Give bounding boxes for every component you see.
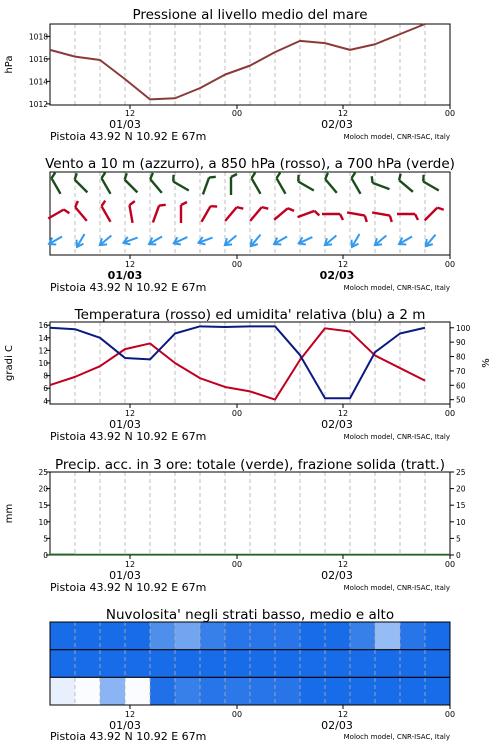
cloud-cell-basso [425, 677, 451, 705]
wind-arrow-700hPa [203, 175, 216, 197]
temp_rh-y-tick-label-right: 60 [456, 381, 466, 391]
temp_rh-y-tick-label-right: 50 [456, 395, 466, 405]
wind-barb-shaft [102, 178, 111, 194]
pressure-x-tick-label: 00 [231, 109, 243, 118]
wind-arrow-10m [349, 232, 363, 249]
cloud-cell-basso [375, 677, 401, 705]
wind-barb-shaft [252, 178, 261, 194]
precip-y-tick-label-right: 15 [456, 501, 466, 511]
wind-barb-flag [275, 173, 282, 179]
wind-barb-shaft [75, 180, 88, 193]
cloud-cell-alto [150, 622, 176, 650]
temp_rh-x-tick-label: 00 [231, 409, 243, 418]
wind-barb-shaft [52, 178, 61, 194]
cloud-cell-alto [425, 622, 451, 650]
wind-barb-flag [64, 208, 70, 215]
wind-barb-flag [237, 205, 244, 211]
wind-barb-flag [209, 175, 216, 180]
wind-arrow-850hPa [425, 206, 444, 225]
wind-barb-shaft [48, 210, 64, 219]
cloud-cell-basso [175, 677, 201, 705]
wind-barb-flag [159, 203, 166, 208]
cloud-cell-medio [350, 650, 376, 678]
pressure-y-tick-label-left: 1016 [28, 54, 48, 64]
temp_rh-date-label: 01/03 [109, 418, 141, 431]
pressure-credit-label: Moloch model, CNR-ISAC, Italy [343, 133, 450, 141]
temp_rh-y-tick-label-left: 10 [38, 359, 48, 368]
wind-barb-flag [397, 174, 403, 181]
wind-barb-flag [100, 201, 107, 207]
pressure-line [50, 24, 425, 99]
wind-arrow-850hPa [298, 210, 320, 223]
wind-barb-flag [364, 216, 368, 222]
wind-arrow-700hPa [50, 173, 66, 194]
wind-arrow-700hPa [231, 174, 237, 195]
wind-arrow-850hPa [100, 201, 116, 222]
wind-arrow-700hPa [323, 173, 341, 193]
cloud-cell-medio [50, 650, 76, 678]
wind-barb-flag [123, 173, 129, 179]
temp_rh-y-tick-label-left: 12 [38, 346, 48, 356]
precip-y-tick-label-left: 15 [38, 501, 48, 511]
cloud-cell-alto [50, 622, 76, 650]
wind-barb-flag [100, 173, 107, 179]
clouds-title: Nuvolosita' negli strati basso, medio e alto [105, 607, 395, 623]
pressure-location-label: Pistoia 43.92 N 10.92 E 67m [50, 130, 207, 143]
temp_rh-y-tick-label-right: 100 [456, 323, 471, 333]
cloud-cell-alto [325, 622, 351, 650]
wind-barb-shaft [423, 182, 439, 191]
cloud-cell-alto [125, 622, 151, 650]
wind-barb-shaft [425, 208, 438, 221]
wind-barb-shaft [173, 182, 189, 191]
wind-location-label: Pistoia 43.92 N 10.92 E 67m [50, 281, 207, 294]
cloud-cell-alto [300, 622, 326, 650]
cloud-cell-alto [350, 622, 376, 650]
precip-y-tick-label-right: 0 [456, 551, 461, 560]
wind-barb-shaft [277, 178, 286, 194]
wind-barb-shaft [129, 205, 132, 223]
clouds-x-tick-label: 00 [444, 710, 456, 719]
wind-arrow-700hPa [250, 173, 266, 194]
wind-barb-flag [73, 201, 80, 207]
wind-title: Vento a 10 m (azzurro), a 850 hPa (rosso), a 700 hPa (verde) [45, 156, 455, 172]
wind-barb-flag [73, 173, 79, 179]
cloud-cell-medio [100, 650, 126, 678]
precip-date-label: 01/03 [109, 569, 141, 582]
cloud-cell-medio [250, 650, 276, 678]
clouds-location-label: Pistoia 43.92 N 10.92 E 67m [50, 730, 207, 743]
wind-barb-flag [148, 173, 155, 179]
temp_rh-location-label: Pistoia 43.92 N 10.92 E 67m [50, 430, 207, 443]
wind-barb-flag [211, 204, 218, 210]
pressure-y-tick-label-left: 1014 [28, 77, 48, 87]
wind-arrow-700hPa [350, 173, 366, 194]
wind-barb-shaft [125, 180, 138, 193]
wind-barb-flag [350, 173, 357, 179]
pressure-date-label: 02/03 [321, 118, 353, 131]
temp_rh-y-tick-label-left: 14 [38, 333, 48, 343]
temp_rh-title: Temperatura (rosso) ed umidita' relativa (blu) a 2 m [74, 307, 426, 323]
wind-barb-shaft [202, 206, 211, 222]
temp_rh-credit-label: Moloch model, CNR-ISAC, Italy [343, 433, 450, 441]
wind-x-tick-label: 12 [124, 260, 136, 269]
wind-date-label: 01/03 [107, 269, 143, 282]
cloud-cell-alto [275, 622, 301, 650]
wind-barb-shaft [274, 208, 288, 220]
wind-barb-shaft [298, 182, 314, 191]
wind-barb-shaft [399, 180, 413, 192]
wind-arrow-850hPa [48, 208, 69, 224]
wind-arrow-700hPa [171, 175, 192, 191]
wind-arrow-700hPa [296, 175, 317, 191]
temp_rh-date-label: 02/03 [321, 418, 353, 431]
wind-barb-shaft [153, 206, 159, 223]
temp_rh-y-tick-label-left: 4 [43, 396, 48, 406]
precip-y-tick-label-left: 0 [43, 551, 48, 560]
cloud-cell-alto [400, 622, 426, 650]
cloud-cell-medio [175, 650, 201, 678]
wind-arrow-10m [423, 232, 439, 249]
wind-arrow-10m [97, 232, 114, 248]
temp_rh-y-tick-label-left: 6 [43, 384, 48, 394]
clouds-date-label: 01/03 [109, 719, 141, 732]
pressure-x-tick-label: 00 [444, 109, 456, 118]
precip-y-tick-label-left: 10 [38, 517, 48, 527]
cloud-cell-basso [325, 677, 351, 705]
wind-arrow-850hPa [181, 202, 187, 223]
wind-date-label: 02/03 [319, 269, 355, 282]
cloud-cell-medio [200, 650, 226, 678]
precip-credit-label: Moloch model, CNR-ISAC, Italy [343, 584, 450, 592]
wind-arrow-10m [322, 232, 339, 248]
clouds-date-label: 02/03 [321, 719, 353, 732]
wind-arrow-10m [222, 232, 239, 248]
clouds-credit-label: Moloch model, CNR-ISAC, Italy [343, 733, 450, 741]
pressure-y-tick-label-left: 1012 [28, 99, 48, 109]
wind-barb-flag [181, 202, 187, 205]
wind-barb-flag [231, 174, 237, 177]
precip-y-tick-label-left: 20 [38, 484, 48, 494]
precip-x-tick-label: 00 [231, 560, 243, 569]
wind-barb-shaft [203, 178, 209, 195]
cloud-cell-basso [400, 677, 426, 705]
pressure-y-tick-label-left: 1018 [28, 32, 48, 42]
temp_rh-x-tick-label: 00 [444, 409, 456, 418]
wind-arrow-850hPa [346, 212, 368, 222]
pressure-y-axis-label-left: hPa [4, 55, 15, 74]
precip-x-tick-label: 12 [337, 560, 349, 569]
precip-x-tick-label: 12 [124, 560, 136, 569]
wind-barb-flag [129, 201, 135, 205]
precip-location-label: Pistoia 43.92 N 10.92 E 67m [50, 581, 207, 594]
wind-x-tick-label: 00 [444, 260, 456, 269]
wind-arrow-850hPa [73, 201, 91, 221]
wind-barb-shaft [250, 207, 262, 221]
cloud-cell-basso [350, 677, 376, 705]
cloud-cell-medio [125, 650, 151, 678]
wind-arrow-700hPa [100, 173, 116, 194]
cloud-cell-basso [50, 677, 76, 705]
wind-barb-flag [50, 173, 57, 179]
cloud-cell-medio [375, 650, 401, 678]
cloud-cell-basso [300, 677, 326, 705]
wind-arrow-850hPa [250, 205, 268, 225]
wind-arrow-700hPa [421, 175, 442, 191]
wind-barb-shaft [102, 206, 111, 222]
cloud-cell-alto [200, 622, 226, 650]
temp_rh-y-axis-label-left: gradi C [4, 345, 15, 381]
cloud-cell-medio [400, 650, 426, 678]
wind-barb-flag [340, 214, 343, 220]
cloud-cell-alto [225, 622, 251, 650]
cloud-cell-alto [250, 622, 276, 650]
wind-barb-flag [370, 176, 375, 183]
temp_rh-x-tick-label: 12 [337, 409, 349, 418]
precip-y-tick-label-left: 5 [43, 534, 48, 544]
wind-credit-label: Moloch model, CNR-ISAC, Italy [343, 284, 450, 292]
pressure-title: Pressione al livello medio del mare [132, 7, 368, 23]
wind-arrow-850hPa [225, 205, 243, 225]
cloud-cell-medio [225, 650, 251, 678]
cloud-cell-alto [75, 622, 101, 650]
wind-barb-flag [250, 173, 257, 179]
wind-arrow-850hPa [202, 204, 218, 225]
cloud-cell-medio [150, 650, 176, 678]
temp_rh-y-tick-label-left: 16 [38, 321, 48, 331]
temp_rh-y-axis-label-right: % [481, 358, 492, 368]
clouds-x-tick-label: 00 [231, 710, 243, 719]
cloud-cell-medio [75, 650, 101, 678]
wind-arrow-700hPa [370, 176, 392, 189]
precip-title: Precip. acc. in 3 ore: totale (verde), frazione solida (tratt.) [55, 457, 445, 473]
wind-arrow-850hPa [274, 206, 294, 224]
clouds-x-tick-label: 12 [337, 710, 349, 719]
wind-x-tick-label: 00 [231, 260, 243, 269]
cloud-cell-basso [75, 677, 101, 705]
temp_rh-y-tick-label-right: 90 [456, 338, 466, 348]
wind-arrow-10m [372, 232, 389, 248]
cloud-cell-basso [200, 677, 226, 705]
precip-y-tick-label-right: 10 [456, 517, 466, 527]
cloud-cell-medio [300, 650, 326, 678]
cloud-cell-basso [250, 677, 276, 705]
wind-barb-flag [437, 206, 443, 212]
pressure-date-label: 01/03 [109, 118, 141, 131]
precip-y-tick-label-right: 5 [456, 534, 461, 544]
wind-barb-shaft [75, 207, 87, 221]
cloud-cell-basso [100, 677, 126, 705]
temp_rh-y-tick-label-left: 8 [43, 371, 48, 381]
wind-barb-shaft [352, 178, 361, 194]
wind-barb-flag [323, 173, 330, 179]
cloud-cell-basso [275, 677, 301, 705]
wind-barb-flag [389, 216, 393, 222]
wind-x-tick-label: 12 [337, 260, 349, 269]
temp_rh-y-tick-label-right: 80 [456, 352, 466, 362]
wind-barb-flag [262, 205, 269, 211]
wind-barb-shaft [150, 179, 162, 193]
wind-arrow-700hPa [275, 173, 291, 194]
wind-arrow-10m [248, 232, 264, 249]
precip-date-label: 02/03 [321, 569, 353, 582]
wind-arrow-850hPa [129, 201, 139, 223]
cloud-cell-alto [375, 622, 401, 650]
wind-barb-flag [314, 210, 319, 217]
wind-arrow-850hPa [153, 203, 166, 225]
cloud-cell-medio [275, 650, 301, 678]
cloud-cell-medio [325, 650, 351, 678]
wind-barb-flag [415, 214, 418, 220]
clouds-x-tick-label: 12 [124, 710, 136, 719]
precip-y-tick-label-right: 25 [456, 468, 466, 477]
pressure-x-tick-label: 12 [124, 109, 136, 118]
cloud-cell-alto [175, 622, 201, 650]
cloud-cell-alto [100, 622, 126, 650]
precip-y-axis-label-left: mm [4, 503, 15, 524]
precip-y-tick-label-right: 20 [456, 484, 466, 494]
wind-arrow-700hPa [148, 173, 166, 193]
wind-barb-shaft [325, 179, 337, 193]
temp_rh-x-tick-label: 12 [124, 409, 136, 418]
cloud-cell-basso [150, 677, 176, 705]
wind-arrow-850hPa [371, 212, 393, 222]
cloud-cell-medio [425, 650, 451, 678]
temp_rh-y-tick-label-right: 70 [456, 366, 466, 376]
pressure-x-tick-label: 12 [337, 109, 349, 118]
precip-y-tick-label-left: 25 [38, 468, 48, 477]
wind-barb-flag [288, 206, 294, 213]
wind-arrow-10m [74, 232, 88, 249]
precip-x-tick-label: 00 [444, 560, 456, 569]
wind-barb-shaft [225, 207, 237, 221]
cloud-cell-basso [125, 677, 151, 705]
cloud-cell-basso [225, 677, 251, 705]
